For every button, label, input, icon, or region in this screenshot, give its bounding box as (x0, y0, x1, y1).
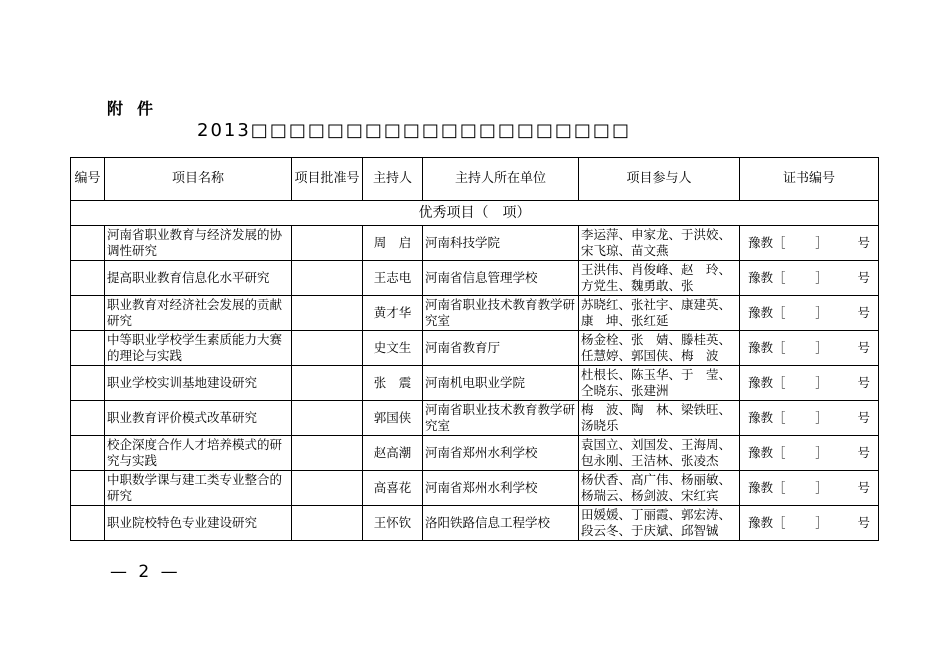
row-number (71, 226, 105, 261)
project-name: 校企深度合作人才培养模式的研究与实践 (105, 436, 292, 471)
host-unit: 河南科技学院 (423, 226, 579, 261)
cert-mid: ］ (815, 375, 828, 390)
participants: 杨伏香、高广伟、杨丽敏、杨瑞云、杨剑波、宋红宾 (579, 471, 740, 506)
row-number (71, 506, 105, 541)
project-name: 提高职业教育信息化水平研究 (105, 261, 292, 296)
host: 张 震 (363, 366, 423, 401)
table-row (71, 226, 879, 261)
certificate-number (740, 436, 879, 471)
certificate-number (740, 331, 879, 366)
host-unit: 河南省信息管理学校 (423, 261, 579, 296)
header-certificate-number: 证书编号 (740, 158, 879, 201)
project-name: 河南省职业教育与经济发展的协调性研究 (105, 226, 292, 261)
project-name: 职业学校实训基地建设研究 (105, 366, 292, 401)
header-host-unit: 主持人所在单位 (423, 158, 579, 201)
participants: 苏晓红、张社宇、康建英、康 坤、张红延 (579, 296, 740, 331)
certificate-number (740, 506, 879, 541)
cert-mid: ］ (815, 515, 828, 530)
cert-suffix: 号 (857, 235, 870, 250)
host: 王志电 (363, 261, 423, 296)
host-unit: 河南省郑州水利学校 (423, 436, 579, 471)
table-row (71, 366, 879, 401)
cert-mid: ］ (815, 270, 828, 285)
cert-mid: ］ (815, 305, 828, 320)
host-unit: 河南省职业技术教育教学研究室 (423, 401, 579, 436)
host: 王怀钦 (363, 506, 423, 541)
cert-suffix: 号 (857, 410, 870, 425)
host: 赵高潮 (363, 436, 423, 471)
page-number: — 2 — (110, 562, 181, 582)
cert-suffix: 号 (857, 270, 870, 285)
host: 史文生 (363, 331, 423, 366)
approval-number (292, 261, 363, 296)
cert-prefix: 豫教［ (748, 375, 786, 390)
approval-number (292, 471, 363, 506)
row-number (71, 261, 105, 296)
header-host: 主持人 (363, 158, 423, 201)
host: 黄才华 (363, 296, 423, 331)
certificate-number (740, 296, 879, 331)
table-row (71, 436, 879, 471)
host-unit: 河南省郑州水利学校 (423, 471, 579, 506)
table-row (71, 471, 879, 506)
project-table (70, 157, 879, 541)
cert-prefix: 豫教［ (748, 270, 786, 285)
approval-number (292, 436, 363, 471)
participants: 梅 波、陶 林、梁铁旺、汤晓乐 (579, 401, 740, 436)
table-row (71, 506, 879, 541)
cert-mid: ］ (815, 445, 828, 460)
table-row (71, 331, 879, 366)
attachment-label: 附件 (107, 99, 168, 118)
table-row (71, 261, 879, 296)
participants: 杨金栓、张 婧、滕桂英、任慧婷、郭国侠、梅 波 (579, 331, 740, 366)
cert-prefix: 豫教［ (748, 235, 786, 250)
project-name: 中职数学课与建工类专业整合的研究 (105, 471, 292, 506)
host: 郭国侠 (363, 401, 423, 436)
table-row (71, 401, 879, 436)
row-number (71, 366, 105, 401)
approval-number (292, 331, 363, 366)
cert-suffix: 号 (857, 340, 870, 355)
certificate-number (740, 471, 879, 506)
header-approval-number: 项目批准号 (292, 158, 363, 201)
cert-suffix: 号 (857, 375, 870, 390)
row-number (71, 401, 105, 436)
cert-mid: ］ (815, 410, 828, 425)
host-unit: 洛阳铁路信息工程学校 (423, 506, 579, 541)
project-name: 职业院校特色专业建设研究 (105, 506, 292, 541)
table-header-row (71, 158, 879, 201)
host: 周 启 (363, 226, 423, 261)
host-unit: 河南省教育厅 (423, 331, 579, 366)
cert-prefix: 豫教［ (748, 445, 786, 460)
row-number (71, 436, 105, 471)
cert-mid: ］ (815, 480, 828, 495)
certificate-number (740, 401, 879, 436)
row-number (71, 471, 105, 506)
cert-suffix: 号 (857, 445, 870, 460)
host-unit: 河南省职业技术教育教学研究室 (423, 296, 579, 331)
cert-prefix: 豫教［ (748, 480, 786, 495)
host-unit: 河南机电职业学院 (423, 366, 579, 401)
header-participants: 项目参与人 (579, 158, 740, 201)
project-name: 职业教育对经济社会发展的贡献研究 (105, 296, 292, 331)
participants: 田媛媛、丁丽霞、郭宏涛、段云冬、于庆斌、邱智铖 (579, 506, 740, 541)
participants: 李运萍、申家龙、于洪姣、宋飞琼、苗文燕 (579, 226, 740, 261)
table-row (71, 296, 879, 331)
cert-suffix: 号 (857, 305, 870, 320)
header-project-name: 项目名称 (105, 158, 292, 201)
row-number (71, 331, 105, 366)
approval-number (292, 296, 363, 331)
host: 高喜花 (363, 471, 423, 506)
cert-mid: ］ (815, 340, 828, 355)
cert-mid: ］ (815, 235, 828, 250)
cert-prefix: 豫教［ (748, 410, 786, 425)
header-number: 编号 (71, 158, 105, 201)
section-label: 优秀项目（ 项） (71, 201, 879, 226)
row-number (71, 296, 105, 331)
approval-number (292, 366, 363, 401)
participants: 王洪伟、肖俊峰、赵 玲、方党生、魏勇敢、张 (579, 261, 740, 296)
document-title: 2013□□□□□□□□□□□□□□□□□□□□ (197, 120, 631, 141)
certificate-number (740, 226, 879, 261)
project-name: 职业教育评价模式改革研究 (105, 401, 292, 436)
approval-number (292, 506, 363, 541)
approval-number (292, 401, 363, 436)
section-row (71, 201, 879, 226)
participants: 袁国立、刘国发、王海周、包永刚、王洁林、张凌杰 (579, 436, 740, 471)
certificate-number (740, 261, 879, 296)
cert-suffix: 号 (857, 515, 870, 530)
cert-suffix: 号 (857, 480, 870, 495)
cert-prefix: 豫教［ (748, 305, 786, 320)
certificate-number (740, 366, 879, 401)
project-name: 中等职业学校学生素质能力大赛的理论与实践 (105, 331, 292, 366)
cert-prefix: 豫教［ (748, 340, 786, 355)
approval-number (292, 226, 363, 261)
participants: 杜根长、陈玉华、于 莹、仝晓东、张建洲 (579, 366, 740, 401)
cert-prefix: 豫教［ (748, 515, 786, 530)
